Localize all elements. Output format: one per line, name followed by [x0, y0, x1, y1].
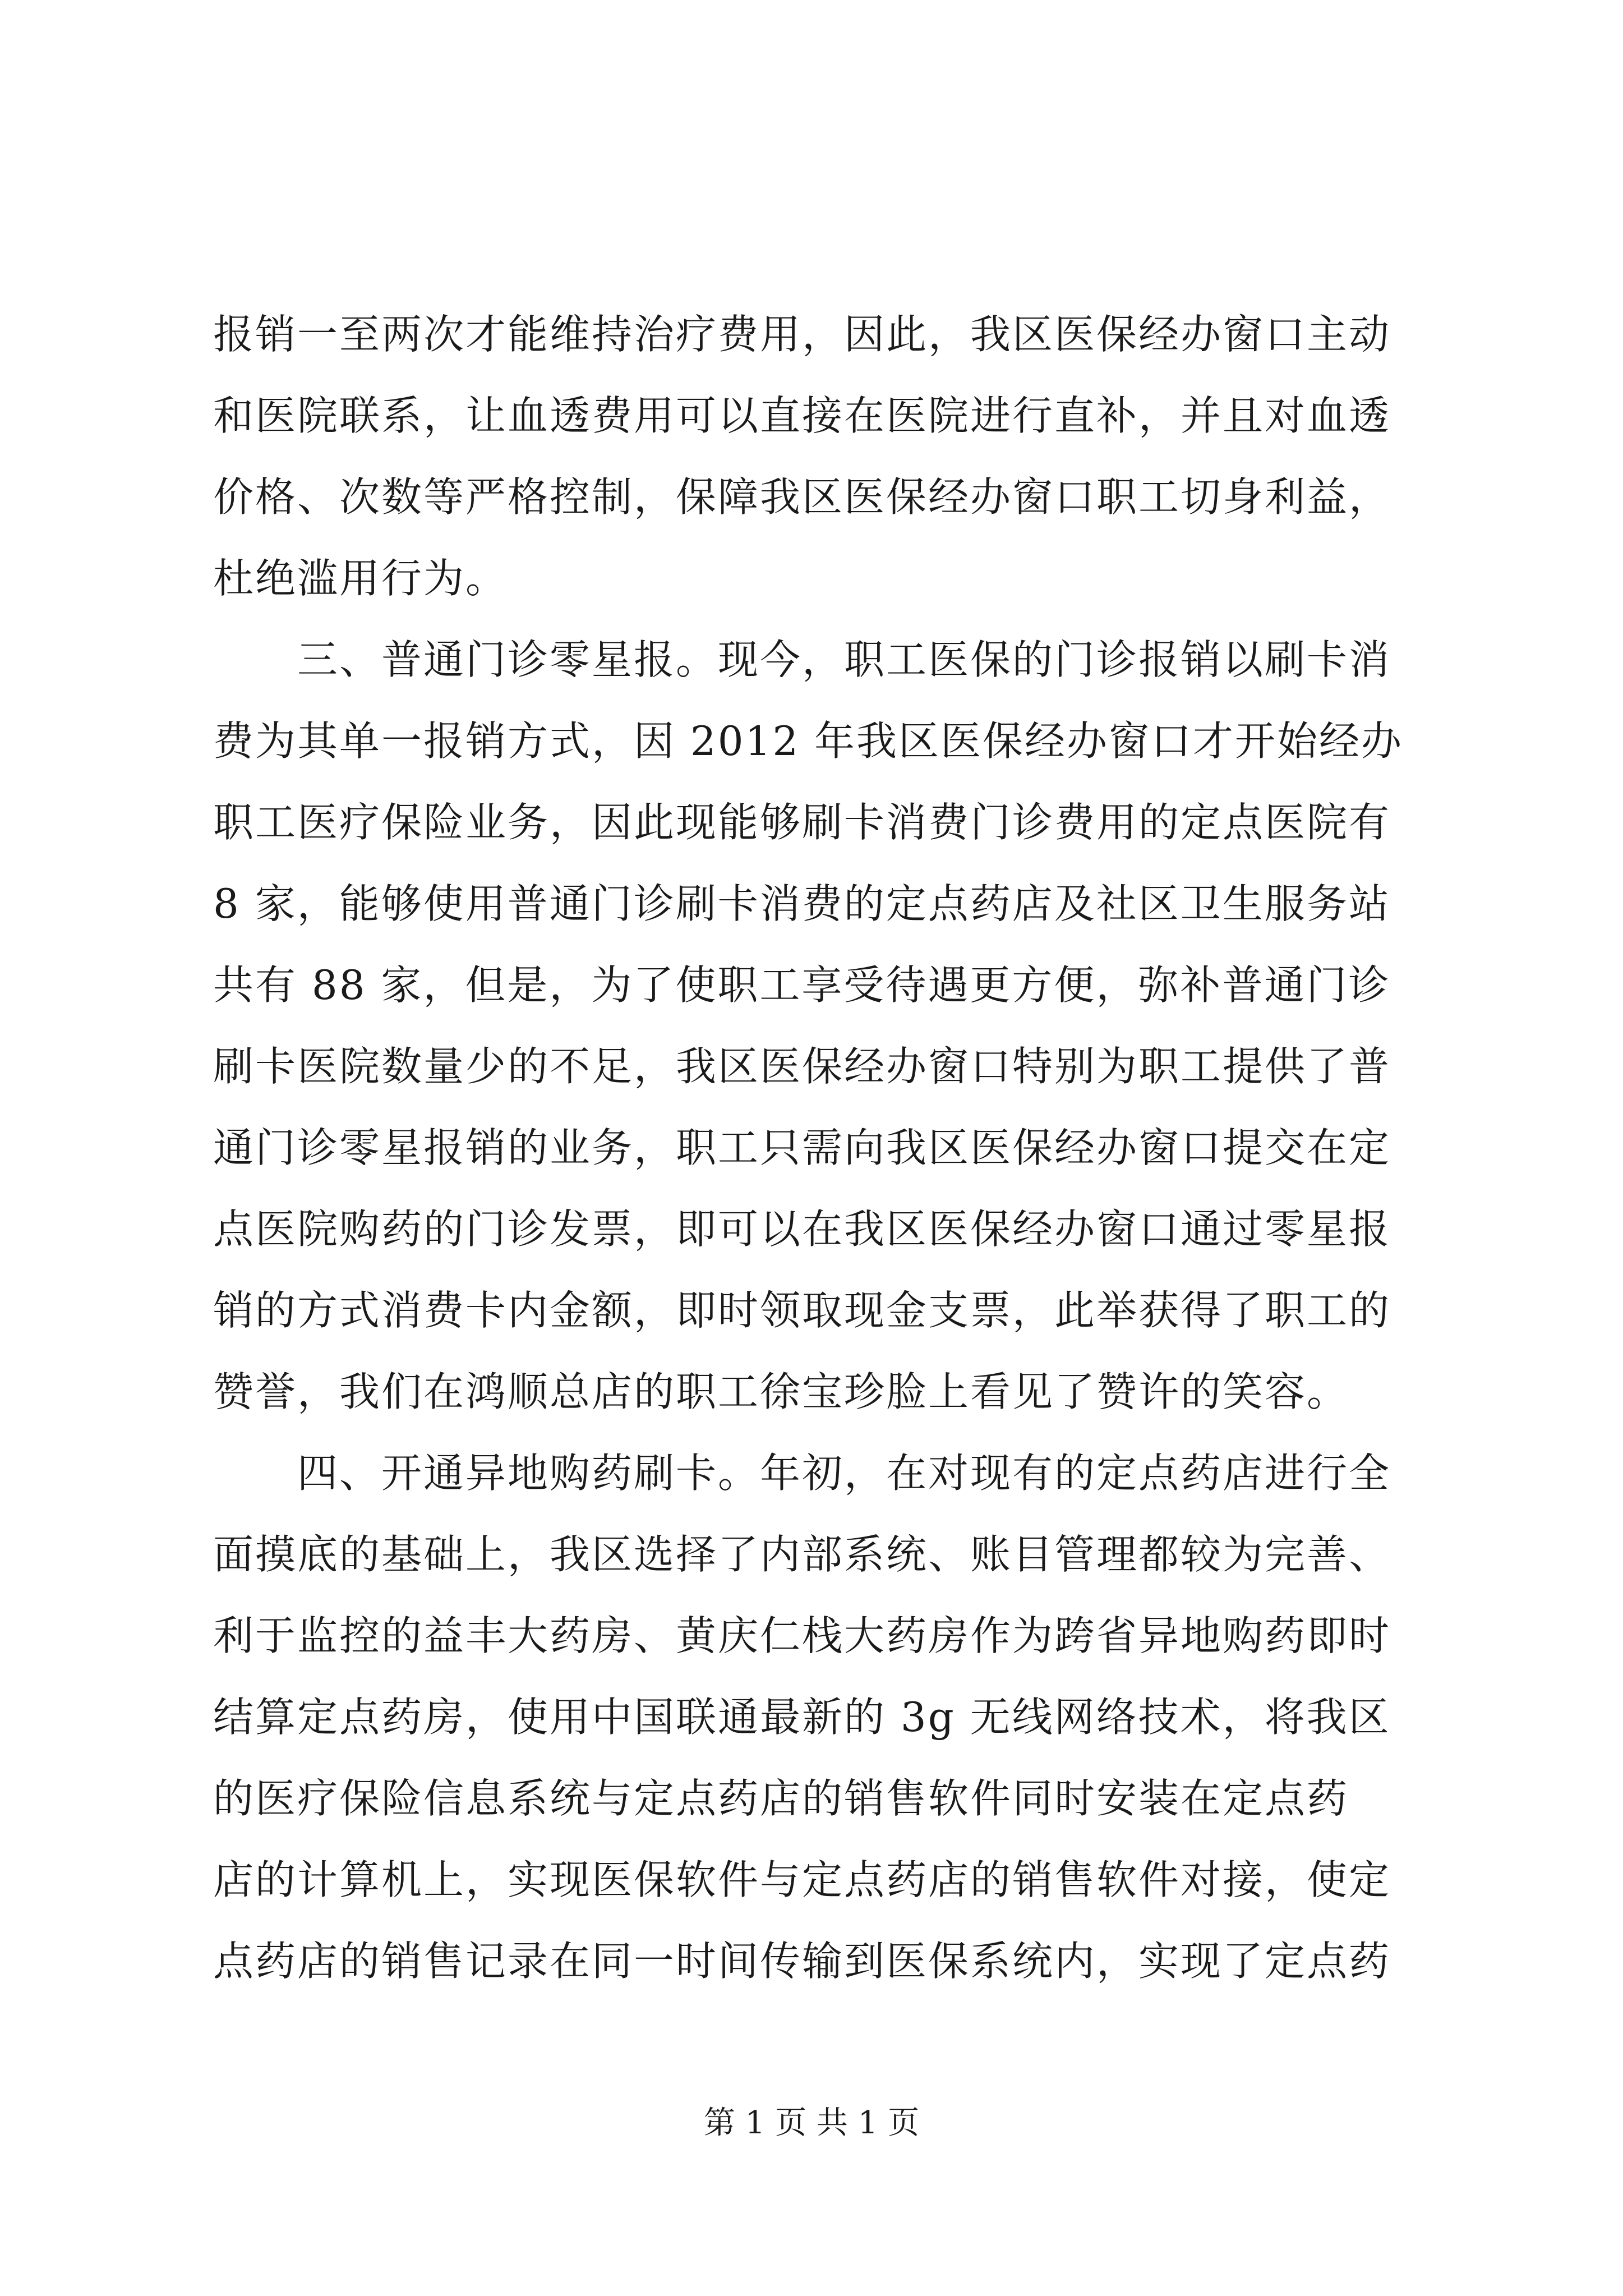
paragraph-line: 结算定点药房，使用中国联通最新的 3g 无线网络技术，将我区 — [213, 1694, 1391, 1741]
paragraph-line: 杜绝滥用行为。 — [213, 555, 508, 602]
paragraph-line: 点药店的销售记录在同一时间传输到医保系统内，实现了定点药 — [213, 1938, 1391, 1985]
paragraph-line: 销的方式消费卡内金额，即时领取现金支票，此举获得了职工的 — [213, 1287, 1391, 1334]
paragraph-line: 面摸底的基础上，我区选择了内部系统、账目管理都较为完善、 — [213, 1531, 1391, 1578]
paragraph-line: 价格、次数等严格控制，保障我区医保经办窗口职工切身利益， — [213, 473, 1391, 521]
paragraph-line: 通门诊零星报销的业务，职工只需向我区医保经办窗口提交在定 — [213, 1124, 1391, 1171]
paragraph-line: 点医院购药的门诊发票，即可以在我区医保经办窗口通过零星报 — [213, 1205, 1391, 1253]
paragraph-line: 三、普通门诊零星报。现今，职工医保的门诊报销以刷卡消 — [297, 636, 1391, 683]
paragraph-line: 和医院联系，让血透费用可以直接在医院进行直补，并且对血透 — [213, 392, 1391, 439]
paragraph-line: 的医疗保险信息系统与定点药店的销售软件同时安装在定点药 — [213, 1775, 1349, 1822]
paragraph-line: 报销一至两次才能维持治疗费用，因此，我区医保经办窗口主动 — [213, 311, 1391, 358]
paragraph-line: 赞誉，我们在鸿顺总店的职工徐宝珍脸上看见了赞许的笑容。 — [213, 1368, 1349, 1415]
paragraph-line: 四、开通异地购药刷卡。年初，在对现有的定点药店进行全 — [297, 1450, 1391, 1497]
paragraph-line: 店的计算机上，实现医保软件与定点药店的销售软件对接，使定 — [213, 1856, 1391, 1903]
paragraph-line: 8 家，能够使用普通门诊刷卡消费的定点药店及社区卫生服务站 — [213, 880, 1391, 927]
paragraph-line: 职工医疗保险业务，因此现能够刷卡消费门诊费用的定点医院有 — [213, 799, 1391, 846]
paragraph-line: 利于监控的益丰大药房、黄庆仁栈大药房作为跨省异地购药即时 — [213, 1612, 1391, 1659]
paragraph-line: 共有 88 家，但是，为了使职工享受待遇更方便，弥补普通门诊 — [213, 961, 1391, 1009]
page-footer: 第 1 页 共 1 页 — [703, 2105, 920, 2141]
paragraph-line: 刷卡医院数量少的不足，我区医保经办窗口特别为职工提供了普 — [213, 1043, 1391, 1090]
paragraph-line: 费为其单一报销方式，因 2012 年我区医保经办窗口才开始经办 — [213, 717, 1404, 765]
